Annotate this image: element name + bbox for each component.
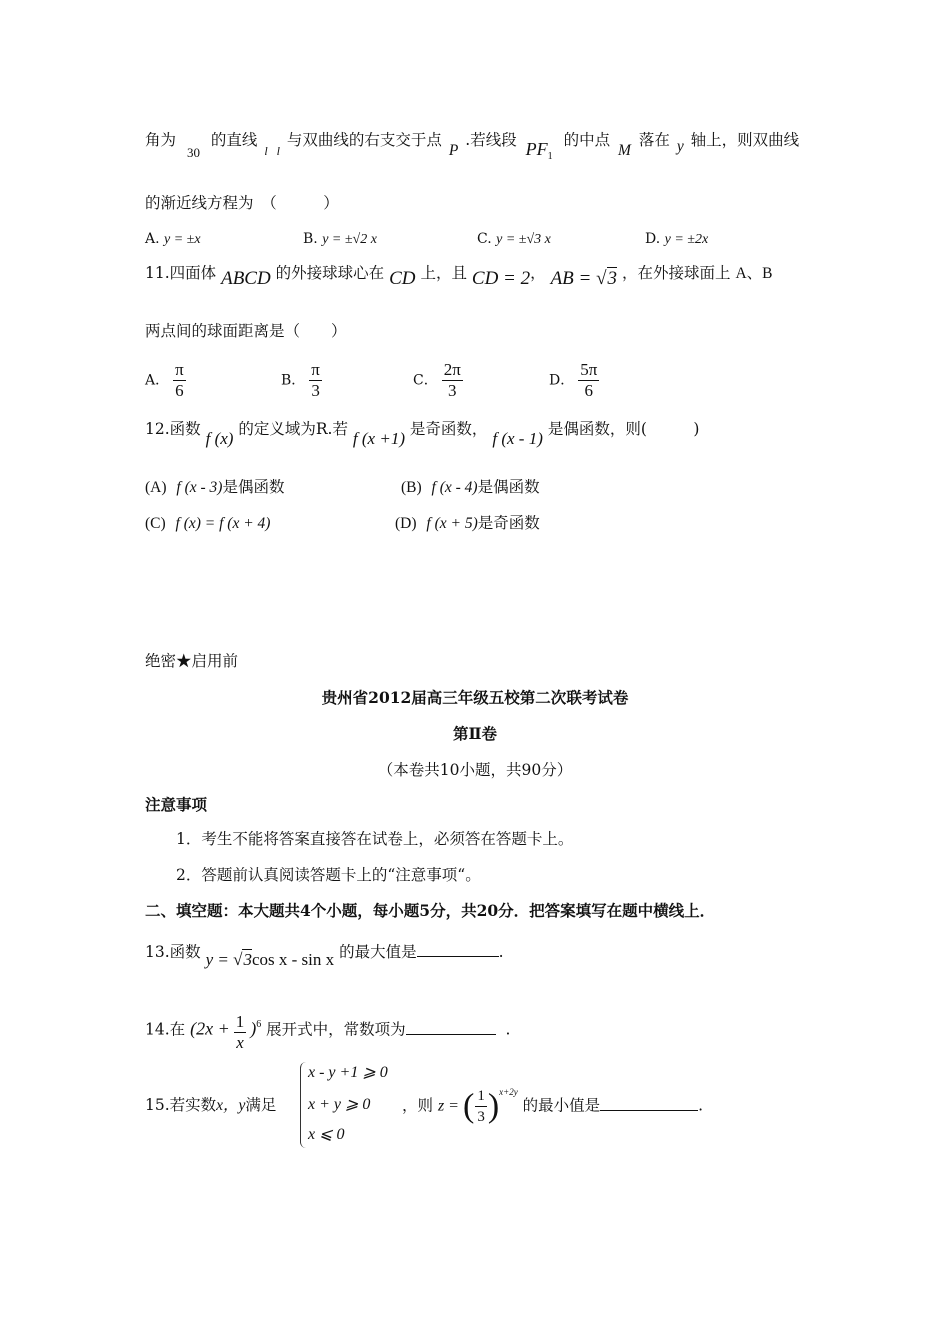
text: ， [530,264,546,282]
text: 的最小值是 [522,1096,601,1115]
text: 的直线 [210,131,258,149]
text: 是偶函数，则( ) [547,420,700,438]
text: 的中点 [563,131,611,149]
text: .若线段 [465,131,517,149]
q11-option-d: D． $\frac{5\pi}{6}$ [549,360,598,400]
q10-option-a: A. y = ±x [145,231,201,247]
exam-title: 贵州省2012届高三年级五校第二次联考试卷 [321,688,629,707]
notice-2: 2．答题前认真阅读答题卡上的“注意事项“。 [176,866,481,884]
q13-answer-blank[interactable] [417,940,499,957]
q15-vars: x，y [216,1097,246,1114]
text: 角为 [145,131,177,149]
text: ，则 [402,1096,434,1115]
q10-option-c: C. y = ±√3 x [477,231,551,247]
math-eq2: AB = √3 [550,268,618,289]
notice-title: 注意事项 [145,795,208,814]
q15-paren-close: ) [487,1087,500,1125]
q14: 14.在 (2x + $\frac{1}{x}$ )$^6$ 展开式中，常数项为 . [145,1012,511,1052]
angle-value: 30 [186,145,200,160]
q15-constraint-1: x - y +1 ⩾ 0 [308,1064,388,1081]
math-f2: f (x +1) [352,429,405,448]
q11-option-a: A． $\frac{\pi}{6}$ [145,360,184,400]
q15-paren-open: ( [462,1087,475,1125]
q11-line2: 两点间的球面距离是（ ） [145,322,347,340]
q15-tail: ，则 z = ( $\frac{1}{3}$ )$^{x+2y}$ 的最小值是 . [402,1086,704,1125]
text: ，在外接球面上 [621,264,731,282]
math-f3: f (x - 1) [492,429,543,448]
text: 展开式中，常数项为 [266,1020,406,1039]
q10-option-d: D. y = ±2x [645,231,709,247]
volume-title: 第Ⅱ卷 [452,724,498,743]
q11-option-c: C． $\frac{2\pi}{3}$ [413,360,461,400]
text: 15.若实数 [145,1096,217,1114]
text: 上，且 [420,264,467,282]
text: 的外接球球心在 [275,264,385,282]
q11-line1 [145,262,773,289]
math-abcd: ABCD [221,268,271,289]
q14-exponent: 6 [256,1018,262,1030]
text: 的最大值是 [339,943,417,961]
q12-option-b: (B) f (x - 4)是偶函数 [401,478,540,496]
q14-expr-open: (2x + [190,1018,230,1039]
q14-answer-blank[interactable] [406,1018,496,1035]
q10-line1 [145,128,800,162]
volume-note: （本卷共10小题，共90分） [377,761,573,779]
q12-option-a: (A) f (x - 3)是偶函数 [145,478,285,496]
q15-exponent: x+2y [499,1086,518,1097]
text: 落在 [638,131,670,149]
q10-line2: 的渐近线方程为 （ ） [145,194,339,212]
math-f1: f (x) [205,429,234,448]
text: 满足 [245,1096,277,1114]
text: 的定义域为R.若 [238,420,348,438]
math-P: P [448,142,459,159]
q15-lead [145,1094,276,1117]
q11-option-b: B． $\frac{\pi}{3}$ [281,360,320,400]
q10-option-b: B. y = ±√2 x [303,231,377,247]
q13: 13.函数 y = √3cos x - sin x 的最大值是 . [145,940,504,963]
q12-option-d: (D) f (x + 5)是奇函数 [395,514,540,532]
math-l: l [276,144,280,158]
notice-1: 1．考生不能将答案直接答在试卷上，必须答在答题卡上。 [176,830,574,848]
math-eq1: CD = 2 [471,268,531,289]
math-l: l [264,144,268,158]
q14-expr-close: ) [250,1018,257,1039]
math-cd: CD [389,268,416,289]
q15-constraint-3: x ⩽ 0 [308,1126,345,1143]
secret-label: 绝密★启用前 [145,652,239,670]
q13-expression: y = √3cos x - sin x [205,950,335,969]
q14-fraction: $\frac{1}{x}$ [235,1012,245,1052]
math-ab: A、B [735,265,773,282]
text: 11.四面体 [145,264,217,282]
math-y: y [676,138,684,155]
math-subscript: 1 [547,151,553,162]
q12-option-c: (C) f (x) = f (x + 4) [145,515,271,532]
q12-line1 [145,418,700,448]
math-PF: PF [525,139,548,159]
text: 是奇函数， [409,420,488,438]
q15-z: z = [437,1097,463,1115]
q15-answer-blank[interactable] [600,1094,698,1111]
text: 12.函数 [145,420,201,438]
math-M: M [618,142,631,159]
section-2-heading: 二、填空题：本大题共4个小题，每小题5分，共20分．把答案填写在题中横线上． [145,901,716,920]
text: 与双曲线的右支交于点 [286,131,442,149]
text: 13.函数 [145,943,201,961]
q15-fraction: $\frac{1}{3}$ [477,1088,485,1125]
text: 轴上，则双曲线 [690,131,800,149]
q15-constraint-2: x + y ⩾ 0 [308,1096,371,1113]
text: 14.在 [145,1020,186,1039]
